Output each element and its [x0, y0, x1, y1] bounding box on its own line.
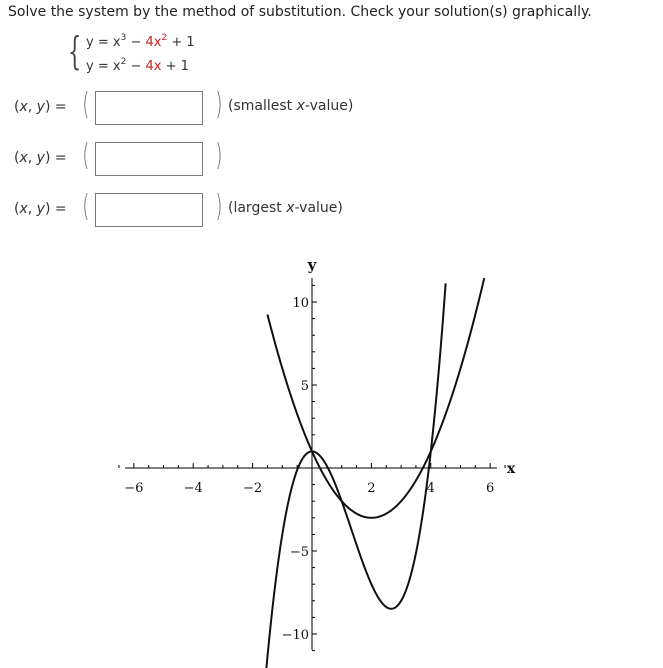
y-tick-label: 10 [292, 296, 309, 311]
close-paren: ) [215, 87, 223, 122]
x-tick-label: 6 [486, 481, 495, 496]
x-tick-label: 4 [426, 481, 435, 496]
y-tick-label: −10 [281, 628, 309, 643]
graph-labels [124, 256, 516, 643]
equation-1: $y = x^3 - 4x^2 + 1$ [86, 33, 195, 50]
open-paren: ( [82, 87, 90, 122]
x-tick-label: 2 [367, 481, 376, 496]
graph-curves [266, 278, 484, 668]
open-paren: ( [82, 189, 90, 224]
problem-prompt: Solve the system by the method of substitution. Check your solution(s) graphically. [8, 4, 592, 20]
x-tick-label: −6 [124, 481, 144, 496]
equation-2: $y = x^2 - 4x + 1$ [86, 57, 189, 74]
answer-label: (x, y) = [14, 201, 67, 217]
x-tick-label: −4 [183, 481, 203, 496]
open-paren: ( [82, 138, 90, 173]
parabola-curve [267, 278, 484, 518]
answer-note-smallest: (smallest x-value) [228, 98, 354, 114]
y-axis-label: y [307, 256, 317, 274]
answer-label: (x, y) = [14, 150, 67, 166]
close-paren: ) [215, 189, 223, 224]
answer-note-largest: (largest x-value) [228, 200, 343, 216]
close-paren: ) [215, 138, 223, 173]
answer-label: (x, y) = [14, 99, 67, 115]
x-tick-label: −2 [243, 481, 263, 496]
system-brace: { [68, 29, 82, 73]
y-tick-label: −5 [289, 545, 309, 560]
x-axis-label: x [506, 461, 516, 477]
y-tick-label: 5 [300, 379, 309, 394]
